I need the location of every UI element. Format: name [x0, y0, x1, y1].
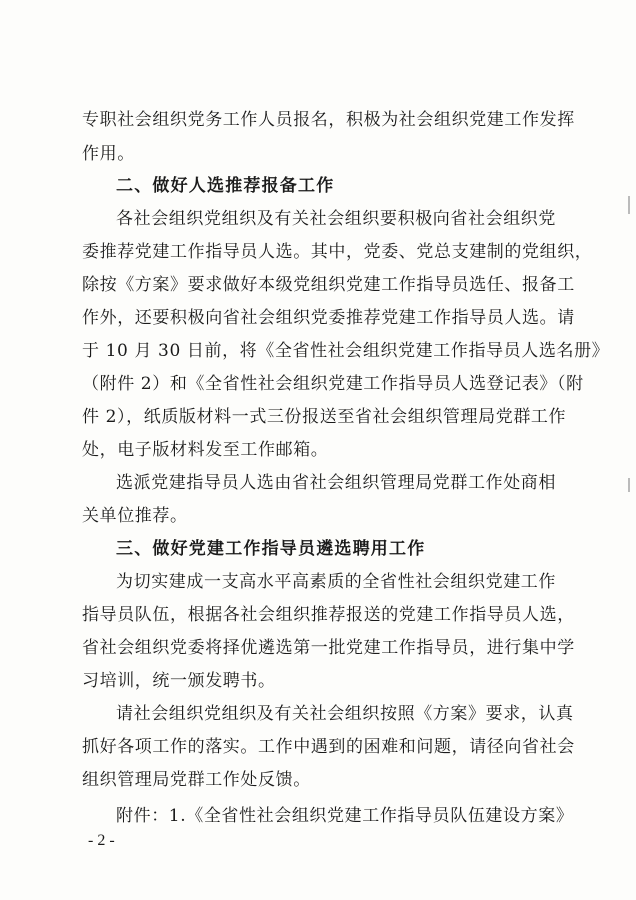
body-line: 省社会组织党委将择优遴选第一批党建工作指导员，进行集中学 [82, 638, 575, 658]
body-line: （附件 2）和《全省性社会组织党建工作指导员人选登记表》（附 [82, 374, 584, 394]
body-line: 为切实建成一支高水平高素质的全省性社会组织党建工作 [116, 572, 556, 592]
body-line: 件 2），纸质版材料一式三份报送至省社会组织管理局党群工作 [82, 407, 567, 427]
body-line: 作用。 [82, 144, 135, 164]
page-number: - 2 - [88, 832, 115, 849]
body-line: 指导员队伍，根据各社会组织推荐报送的党建工作指导员人选， [82, 605, 575, 625]
body-line: 各社会组织党组织及有关社会组织要积极向省社会组织党 [116, 209, 556, 229]
scan-edge-mark [628, 478, 630, 492]
body-line: 委推荐党建工作指导员人选。其中，党委、党总支建制的党组织， [82, 242, 593, 262]
body-line: 习培训，统一颁发聘书。 [82, 671, 276, 691]
body-line: 专职社会组织党务工作人员报名，积极为社会组织党建工作发挥 [82, 110, 575, 130]
section-heading-2: 二、做好人选推荐报备工作 [116, 176, 335, 196]
body-line: 除按《方案》要求做好本级党组织党建工作指导员选任、报备工 [82, 275, 575, 295]
attachment-line: 附件：1.《全省性社会组织党建工作指导员队伍建设方案》 [116, 806, 574, 826]
body-line: 选派党建指导员人选由省社会组织管理局党群工作处商相 [116, 473, 556, 493]
body-line: 请社会组织党组织及有关社会组织按照《方案》要求，认真 [116, 704, 574, 724]
body-line: 于 10 月 30 日前，将《全省性社会组织党建工作指导员人选名册》 [82, 341, 610, 361]
body-line: 处，电子版材料发至工作邮箱。 [82, 440, 329, 460]
body-line: 关单位推荐。 [82, 506, 188, 526]
scan-edge-mark [628, 196, 630, 214]
section-heading-3: 三、做好党建工作指导员遴选聘用工作 [116, 539, 426, 559]
body-line: 作外，还要积极向省社会组织党委推荐党建工作指导员人选。请 [82, 308, 575, 328]
body-line: 抓好各项工作的落实。工作中遇到的困难和问题，请径向省社会 [82, 737, 575, 757]
body-line: 组织管理局党群工作处反馈。 [82, 770, 311, 790]
